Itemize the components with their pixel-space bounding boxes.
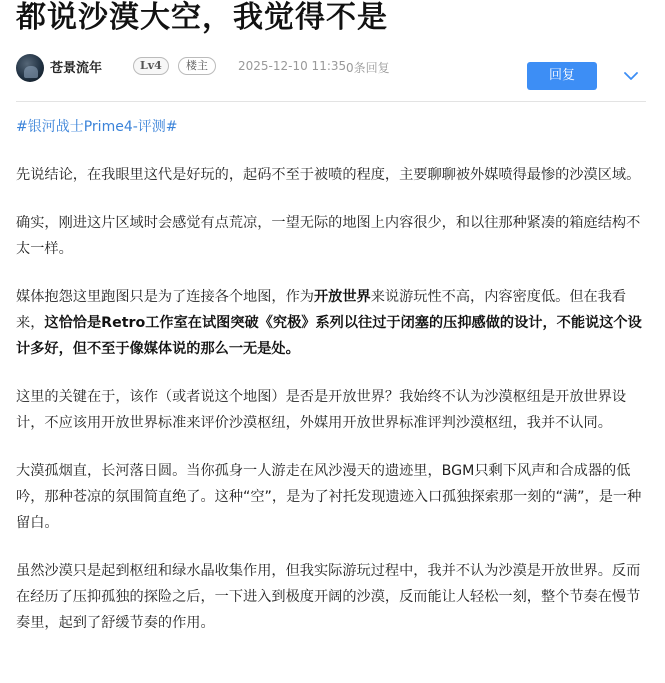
avatar[interactable]	[16, 54, 44, 82]
paragraph-3	[16, 284, 652, 362]
level-badge: Lv4	[133, 57, 169, 75]
reply-count: 0条回复	[346, 61, 390, 75]
paragraph-3-part-c: 来说游玩性不高，内容密度低。但在我看来，	[16, 289, 627, 331]
paragraph-2: 确实，刚进这片区域时会感觉有点荒凉，一望无际的地图上内容很少，和以往那种紧凑的箱庭结构不太一样。	[16, 215, 641, 257]
topic-tag-link[interactable]: #银河战士Prime4-评测#	[16, 119, 178, 135]
post-title: 都说沙漠大空，我觉得不是	[16, 0, 388, 35]
paragraph-5: 大漠孤烟直，长河落日圆。当你孤身一人游走在风沙漫天的遗迹里，BGM只剩下风声和合成器的低吟，那种苍凉的氛围简直绝了。这种“空”，是为了衬托发现遗迹入口孤独探索那一刻的“满”，是一种留白。	[16, 463, 642, 531]
post-meta	[16, 54, 656, 84]
paragraph-3-part-a: 媒体抱怨这里跑图只是为了连接各个地图，作为	[16, 289, 314, 305]
post-time: 2025-12-10 11:35	[238, 59, 347, 73]
paragraph-3-bold-a: 开放世界	[313, 289, 371, 305]
reply-button[interactable]: 回复	[527, 62, 597, 90]
paragraph-3-bold-d: 这恰恰是Retro工作室在试图突破《究极》系列以往过于闭塞的压抑感做的设计，不能说这个设计多好，但不至于像媒体说的那么一无是处。	[16, 315, 642, 357]
paragraph-4: 这里的关键在于，该作（或者说这个地图）是否是开放世界？我始终不认为沙漠枢纽是开放世界设计，不应该用开放世界标准来评价沙漠枢纽，外媒用开放世界标准评判沙漠枢纽，我并不认同。	[16, 389, 627, 431]
divider	[16, 101, 646, 102]
paragraph-1: 先说结论，在我眼里这代是好玩的，起码不至于被喷的程度，主要聊聊被外媒喷得最惨的沙漠区域。	[16, 167, 641, 183]
post-content	[16, 162, 652, 658]
owner-badge: 楼主	[178, 57, 216, 75]
paragraph-6: 虽然沙漠只是起到枢纽和绿水晶收集作用，但我实际游玩过程中，我并不认为沙漠是开放世界。反而在经历了压抑孤独的探险之后，一下进入到极度开阔的沙漠，反而能让人轻松一刻，整个节奏在慢节奏里，起到了舒缓节奏的作用。	[16, 563, 641, 631]
author-name[interactable]: 苍景流年	[50, 61, 103, 76]
chevron-down-icon[interactable]	[621, 66, 641, 86]
